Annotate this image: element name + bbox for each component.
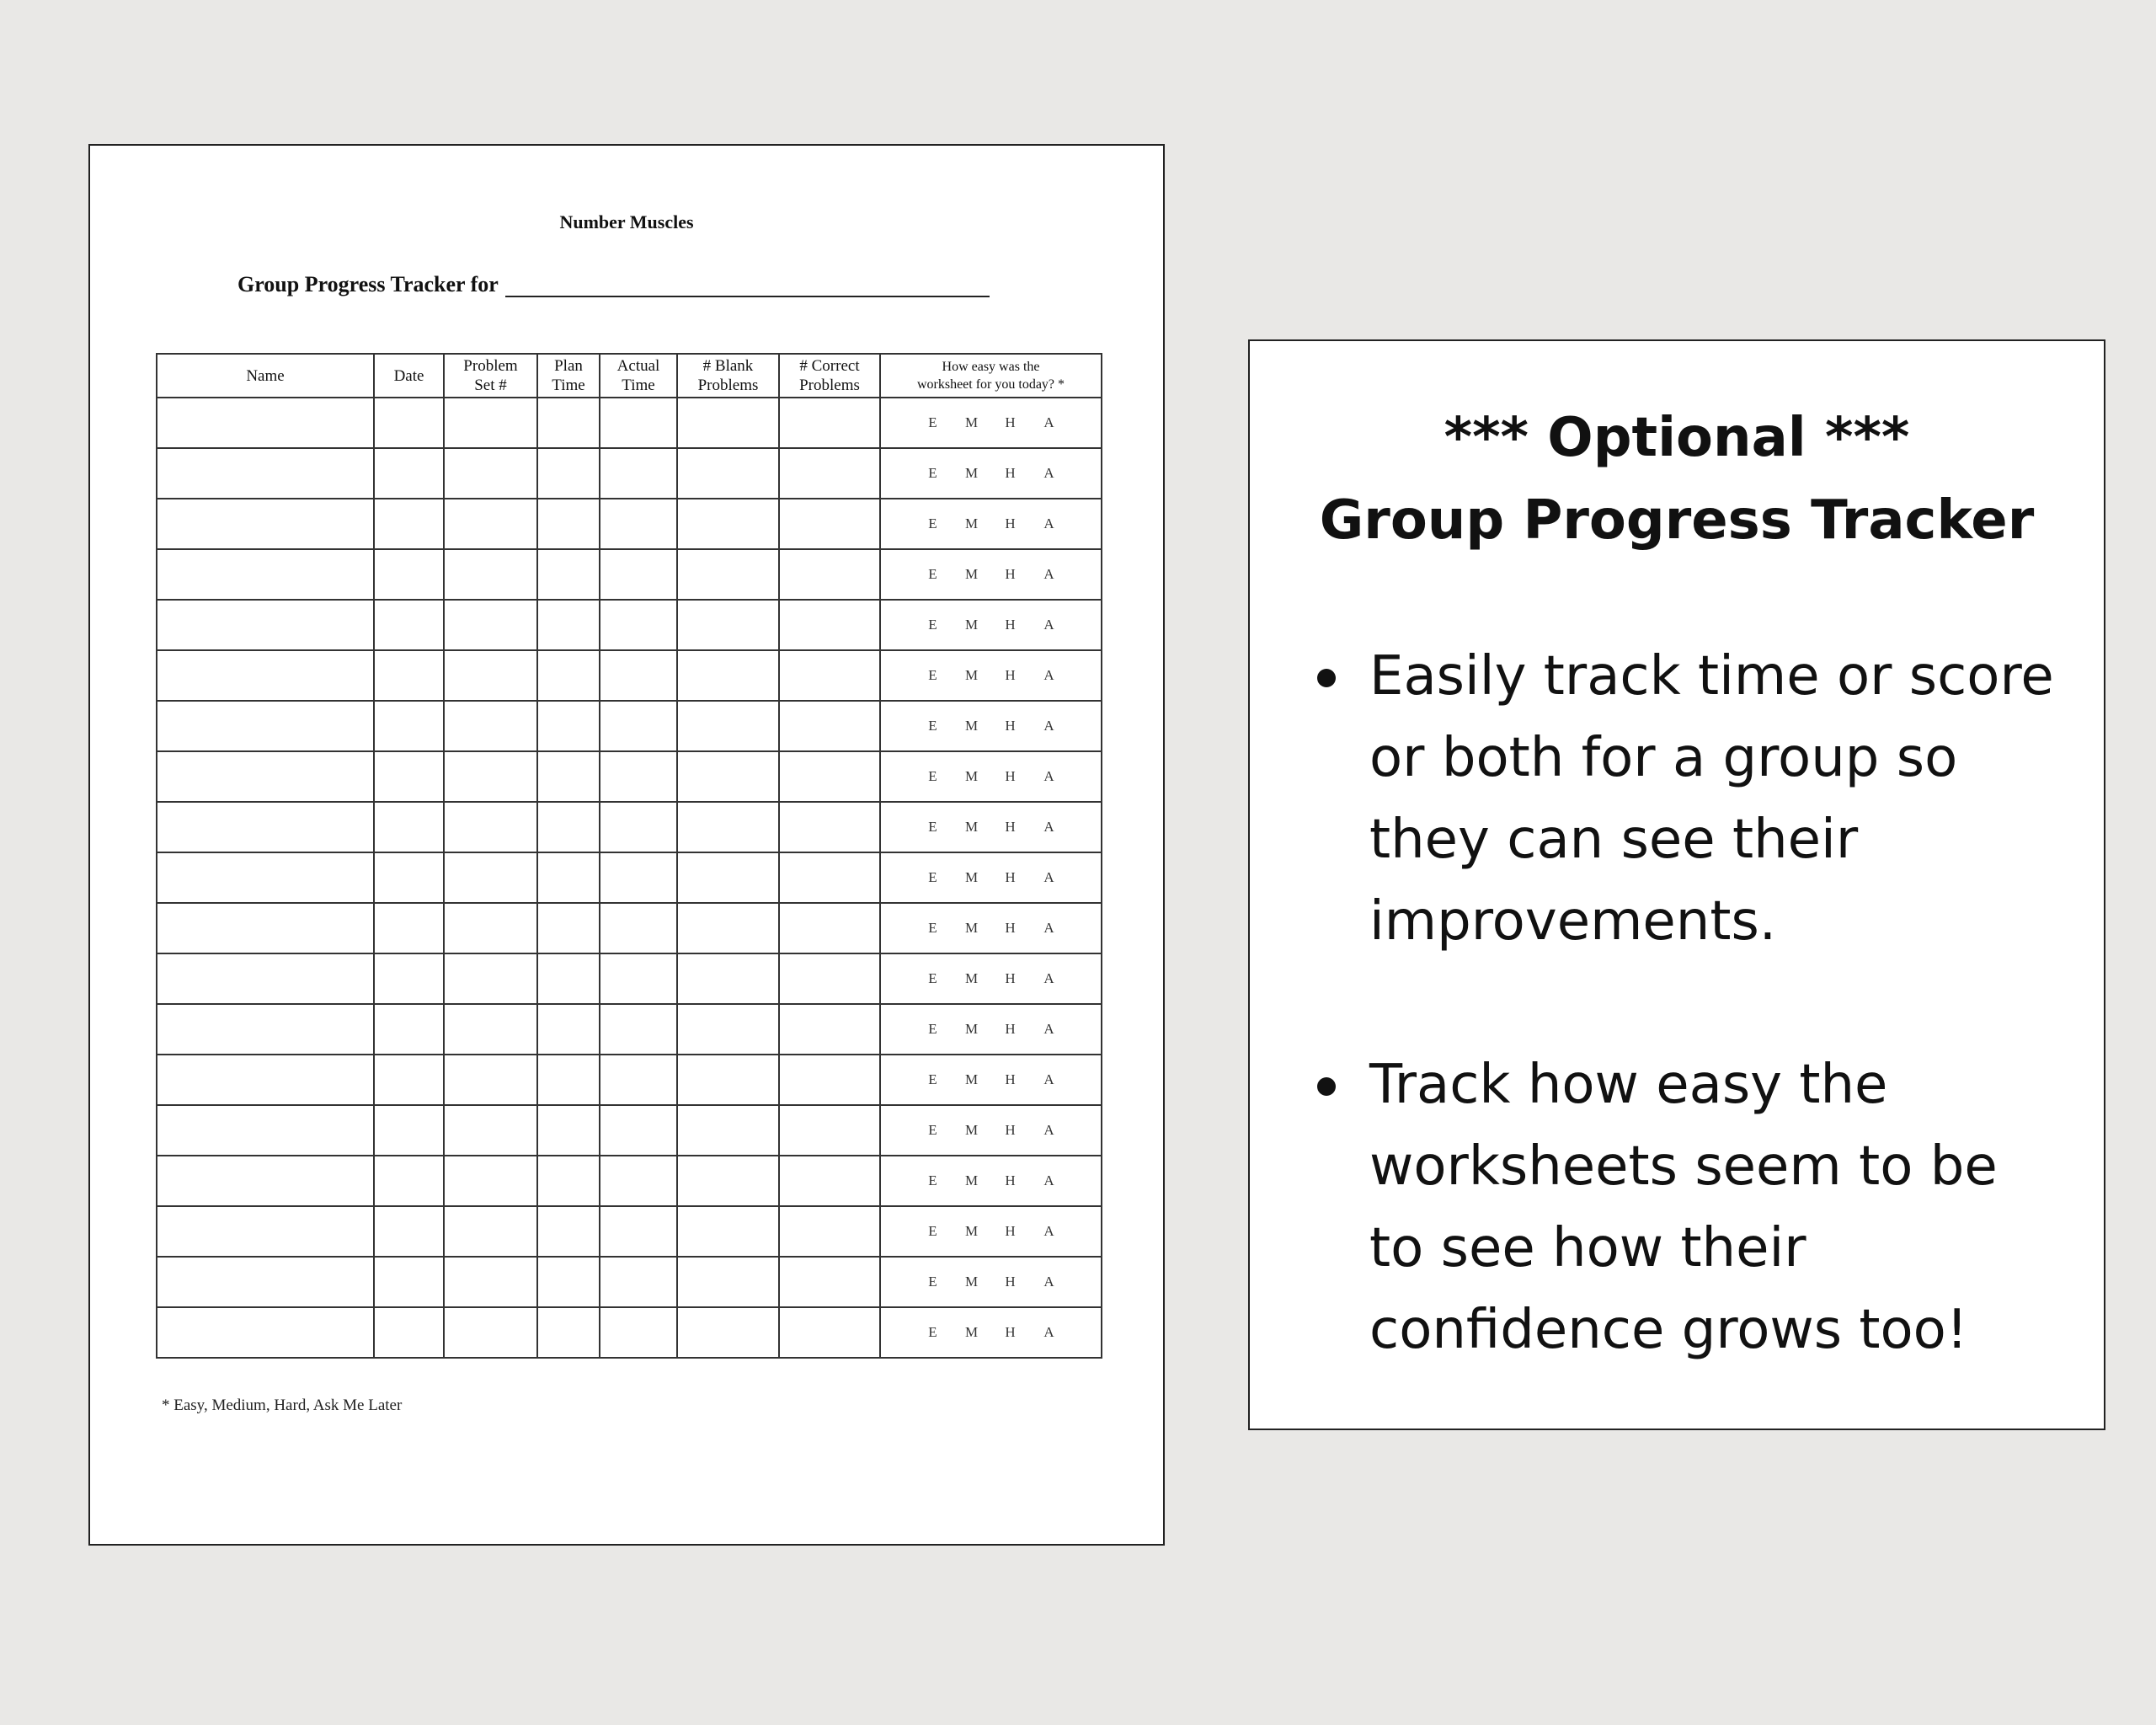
rating-option[interactable]: E [928,1071,937,1087]
rating-cell[interactable] [880,549,1102,600]
problem-set-cell[interactable] [444,751,537,802]
rating-option[interactable]: H [1005,515,1016,531]
problem-set-cell[interactable] [444,1307,537,1358]
plan-time-cell[interactable] [537,852,600,903]
rating-cell[interactable] [880,448,1102,499]
date-cell[interactable] [374,1055,444,1105]
date-cell[interactable] [374,701,444,751]
table-row [157,1307,1102,1358]
problem-set-cell[interactable] [444,600,537,650]
rating-option[interactable]: M [964,718,979,734]
rating-cell[interactable] [880,1055,1102,1105]
rating-option[interactable]: M [964,667,979,683]
rating-options [881,414,1101,431]
rating-options [881,1071,1101,1088]
blank-problems-cell[interactable] [677,1257,779,1307]
actual-time-cell[interactable] [600,1004,677,1055]
table-row [157,1206,1102,1257]
name-cell[interactable] [157,600,374,650]
blank-problems-cell[interactable] [677,852,779,903]
rating-option[interactable]: M [964,1274,979,1290]
table-row [157,1004,1102,1055]
rating-option[interactable]: H [1005,465,1016,481]
problem-set-cell[interactable] [444,1156,537,1206]
blank-problems-cell[interactable] [677,650,779,701]
rating-option[interactable]: H [1005,414,1016,430]
actual-time-cell[interactable] [600,1206,677,1257]
col-header-date: Date [374,354,444,398]
correct-problems-cell[interactable] [779,499,880,549]
col-header-plan-time: Plan Time [537,354,600,398]
blank-problems-cell[interactable] [677,953,779,1004]
date-cell[interactable] [374,549,444,600]
rating-option[interactable]: E [928,1122,937,1138]
rating-option[interactable]: E [928,718,937,734]
problem-set-cell[interactable] [444,1004,537,1055]
correct-problems-cell[interactable] [779,1004,880,1055]
problem-set-cell[interactable] [444,802,537,852]
name-cell[interactable] [157,852,374,903]
rating-option[interactable]: M [964,566,979,582]
plan-time-cell[interactable] [537,549,600,600]
rating-options [881,465,1101,482]
date-cell[interactable] [374,953,444,1004]
plan-time-cell[interactable] [537,499,600,549]
plan-time-cell[interactable] [537,903,600,953]
actual-time-cell[interactable] [600,499,677,549]
rating-option[interactable]: H [1005,1021,1016,1037]
rating-options [881,1223,1101,1240]
correct-problems-cell[interactable] [779,701,880,751]
actual-time-cell[interactable] [600,448,677,499]
rating-option[interactable]: A [1043,667,1054,683]
table-row [157,549,1102,600]
rating-option[interactable]: A [1043,869,1054,885]
plan-time-cell[interactable] [537,751,600,802]
rating-options [881,515,1101,532]
rating-option[interactable]: A [1043,1021,1054,1037]
date-cell[interactable] [374,802,444,852]
worksheet-title: Number Muscles [559,211,694,232]
plan-time-cell[interactable] [537,1105,600,1156]
rating-option[interactable]: H [1005,768,1016,784]
rating-cell[interactable] [880,499,1102,549]
rating-option[interactable]: A [1043,617,1054,633]
date-cell[interactable] [374,1105,444,1156]
plan-time-cell[interactable] [537,1156,600,1206]
name-cell[interactable] [157,701,374,751]
rating-cell[interactable] [880,852,1102,903]
date-cell[interactable] [374,448,444,499]
plan-time-cell[interactable] [537,1004,600,1055]
rating-option[interactable]: H [1005,1223,1016,1239]
rating-options [881,970,1101,987]
rating-option[interactable]: E [928,515,937,531]
name-cell[interactable] [157,953,374,1004]
actual-time-cell[interactable] [600,398,677,448]
table-row [157,1156,1102,1206]
rating-cell[interactable] [880,1105,1102,1156]
blank-problems-cell[interactable] [677,903,779,953]
problem-set-cell[interactable] [444,448,537,499]
plan-time-cell[interactable] [537,650,600,701]
date-cell[interactable] [374,600,444,650]
rating-option[interactable]: E [928,819,937,835]
problem-set-cell[interactable] [444,650,537,701]
rating-option[interactable]: M [964,1172,979,1188]
rating-cell[interactable] [880,751,1102,802]
name-cell[interactable] [157,1055,374,1105]
rating-option[interactable]: E [928,1324,937,1340]
table-row [157,448,1102,499]
name-cell[interactable] [157,903,374,953]
rating-option[interactable]: M [964,869,979,885]
table-row [157,751,1102,802]
table-row [157,1055,1102,1105]
correct-problems-cell[interactable] [779,398,880,448]
table-body [157,398,1102,1358]
rating-option[interactable]: H [1005,920,1016,936]
col-header-problem-set: Problem Set # [444,354,537,398]
blank-problems-cell[interactable] [677,600,779,650]
name-cell[interactable] [157,1257,374,1307]
plan-time-cell[interactable] [537,448,600,499]
feature-list [1317,636,2092,1453]
rating-cell[interactable] [880,1307,1102,1358]
rating-options [881,1324,1101,1341]
rating-option[interactable]: H [1005,617,1016,633]
tracker-for-label: Group Progress Tracker for [237,272,499,296]
date-cell[interactable] [374,1257,444,1307]
date-cell[interactable] [374,1206,444,1257]
correct-problems-cell[interactable] [779,953,880,1004]
plan-time-cell[interactable] [537,600,600,650]
actual-time-cell[interactable] [600,802,677,852]
name-cell[interactable] [157,549,374,600]
problem-set-cell[interactable] [444,701,537,751]
plan-time-cell[interactable] [537,1257,600,1307]
problem-set-cell[interactable] [444,1206,537,1257]
plan-time-cell[interactable] [537,1206,600,1257]
name-cell[interactable] [157,650,374,701]
problem-set-cell[interactable] [444,549,537,600]
rating-option[interactable]: E [928,1274,937,1290]
date-cell[interactable] [374,1156,444,1206]
rating-option[interactable]: A [1043,1223,1054,1239]
footnote: * Easy, Medium, Hard, Ask Me Later [162,1397,403,1414]
rating-cell[interactable] [880,1257,1102,1307]
name-cell[interactable] [157,1004,374,1055]
rating-option[interactable]: A [1043,465,1054,481]
rating-option[interactable]: A [1043,1122,1054,1138]
problem-set-cell[interactable] [444,903,537,953]
rating-option[interactable]: H [1005,1324,1016,1340]
rating-option[interactable]: M [964,465,979,481]
correct-problems-cell[interactable] [779,751,880,802]
rating-option[interactable]: H [1005,566,1016,582]
blank-problems-cell[interactable] [677,1156,779,1206]
actual-time-cell[interactable] [600,953,677,1004]
info-heading [1250,397,2104,562]
rating-option[interactable]: E [928,869,937,885]
worksheet-page [88,144,1165,1546]
rating-option[interactable]: H [1005,718,1016,734]
blank-problems-cell[interactable] [677,1055,779,1105]
table-row [157,802,1102,852]
table-row [157,650,1102,701]
info-panel [1248,339,2105,1430]
rating-cell[interactable] [880,953,1102,1004]
correct-problems-cell[interactable] [779,852,880,903]
correct-problems-cell[interactable] [779,802,880,852]
correct-problems-cell[interactable] [779,903,880,953]
name-cell[interactable] [157,802,374,852]
problem-set-cell[interactable] [444,1055,537,1105]
rating-option[interactable]: M [964,515,979,531]
problem-set-cell[interactable] [444,1257,537,1307]
group-name-blank [505,274,990,297]
rating-option[interactable]: M [964,1021,979,1037]
blank-problems-cell[interactable] [677,499,779,549]
rating-option[interactable]: A [1043,970,1054,986]
rating-option[interactable]: H [1005,1071,1016,1087]
correct-problems-cell[interactable] [779,1206,880,1257]
name-cell[interactable] [157,1307,374,1358]
name-cell[interactable] [157,1105,374,1156]
rating-option[interactable]: A [1043,1172,1054,1188]
rating-option[interactable]: H [1005,869,1016,885]
date-cell[interactable] [374,650,444,701]
rating-option[interactable]: E [928,465,937,481]
rating-option[interactable]: H [1005,1172,1016,1188]
rating-option[interactable]: M [964,617,979,633]
correct-problems-cell[interactable] [779,1307,880,1358]
date-cell[interactable] [374,751,444,802]
date-cell[interactable] [374,1307,444,1358]
rating-option[interactable]: A [1043,1071,1054,1087]
actual-time-cell[interactable] [600,903,677,953]
rating-cell[interactable] [880,600,1102,650]
info-heading-title: Group Progress Tracker [1319,489,2035,552]
rating-option[interactable]: E [928,768,937,784]
table-row [157,953,1102,1004]
col-header-correct-problems: # Correct Problems [779,354,880,398]
col-header-how-easy: How easy was the worksheet for you today? * [880,354,1102,398]
plan-time-cell[interactable] [537,953,600,1004]
rating-cell[interactable] [880,650,1102,701]
rating-cell[interactable] [880,1004,1102,1055]
rating-option[interactable]: M [964,1071,979,1087]
rating-options [881,768,1101,785]
rating-option[interactable]: A [1043,819,1054,835]
table-row [157,600,1102,650]
name-cell[interactable] [157,1206,374,1257]
col-header-blank-problems: # Blank Problems [677,354,779,398]
problem-set-cell[interactable] [444,953,537,1004]
plan-time-cell[interactable] [537,1055,600,1105]
rating-options [881,566,1101,583]
rating-cell[interactable] [880,1156,1102,1206]
table-row [157,1257,1102,1307]
table-row [157,701,1102,751]
rating-option[interactable]: H [1005,1274,1016,1290]
name-cell[interactable] [157,751,374,802]
blank-problems-cell[interactable] [677,1307,779,1358]
rating-option[interactable]: A [1043,515,1054,531]
rating-options [881,1172,1101,1189]
problem-set-cell[interactable] [444,398,537,448]
actual-time-cell[interactable] [600,751,677,802]
col-header-actual-time: Actual Time [600,354,677,398]
table-row [157,852,1102,903]
rating-option[interactable]: A [1043,1324,1054,1340]
blank-problems-cell[interactable] [677,701,779,751]
rating-cell[interactable] [880,802,1102,852]
correct-problems-cell[interactable] [779,1156,880,1206]
date-cell[interactable] [374,852,444,903]
actual-time-cell[interactable] [600,600,677,650]
actual-time-cell[interactable] [600,1156,677,1206]
actual-time-cell[interactable] [600,852,677,903]
rating-option[interactable]: E [928,1223,937,1239]
info-heading-optional: *** Optional *** [1444,407,1910,469]
blank-problems-cell[interactable] [677,751,779,802]
problem-set-cell[interactable] [444,1105,537,1156]
actual-time-cell[interactable] [600,650,677,701]
table-header-row [157,354,1102,398]
actual-time-cell[interactable] [600,1105,677,1156]
table-row [157,398,1102,448]
rating-cell[interactable] [880,1206,1102,1257]
rating-cell[interactable] [880,903,1102,953]
actual-time-cell[interactable] [600,701,677,751]
rating-option[interactable]: H [1005,970,1016,986]
rating-option[interactable]: E [928,920,937,936]
actual-time-cell[interactable] [600,1257,677,1307]
blank-problems-cell[interactable] [677,448,779,499]
table-row [157,903,1102,953]
rating-option[interactable]: A [1043,768,1054,784]
rating-options [881,718,1101,734]
correct-problems-cell[interactable] [779,650,880,701]
problem-set-cell[interactable] [444,499,537,549]
plan-time-cell[interactable] [537,398,600,448]
rating-options [881,667,1101,684]
date-cell[interactable] [374,499,444,549]
plan-time-cell[interactable] [537,1307,600,1358]
rating-options [881,869,1101,886]
date-cell[interactable] [374,903,444,953]
rating-option[interactable]: E [928,667,937,683]
rating-option[interactable]: A [1043,566,1054,582]
rating-option[interactable]: E [928,414,937,430]
rating-option[interactable]: E [928,1172,937,1188]
table-row [157,499,1102,549]
rating-options [881,1021,1101,1038]
blank-problems-cell[interactable] [677,802,779,852]
name-cell[interactable] [157,499,374,549]
rating-option[interactable]: M [964,970,979,986]
col-header-name: Name [157,354,374,398]
rating-cell[interactable] [880,701,1102,751]
rating-option[interactable]: H [1005,1122,1016,1138]
correct-problems-cell[interactable] [779,448,880,499]
rating-option[interactable]: A [1043,1274,1054,1290]
rating-option[interactable]: A [1043,414,1054,430]
rating-option[interactable]: M [964,1223,979,1239]
rating-option[interactable]: A [1043,920,1054,936]
bullet-icon [1317,669,1336,687]
rating-option[interactable]: A [1043,718,1054,734]
feature-item: Easily track time or score or both for a group so they can see their improvements. [1317,636,2092,963]
actual-time-cell[interactable] [600,1055,677,1105]
rating-option[interactable]: E [928,617,937,633]
correct-problems-cell[interactable] [779,1055,880,1105]
rating-options [881,1122,1101,1139]
correct-problems-cell[interactable] [779,1105,880,1156]
table-row [157,1105,1102,1156]
rating-option[interactable]: E [928,1021,937,1037]
rating-option[interactable]: M [964,768,979,784]
plan-time-cell[interactable] [537,701,600,751]
rating-cell[interactable] [880,398,1102,448]
name-cell[interactable] [157,1156,374,1206]
date-cell[interactable] [374,398,444,448]
correct-problems-cell[interactable] [779,600,880,650]
blank-problems-cell[interactable] [677,549,779,600]
feature-item: Track how easy the worksheets seem to be to see how their confidence grows too! [1317,1044,2092,1371]
actual-time-cell[interactable] [600,1307,677,1358]
blank-problems-cell[interactable] [677,1105,779,1156]
rating-option[interactable]: M [964,819,979,835]
rating-options [881,617,1101,633]
actual-time-cell[interactable] [600,549,677,600]
plan-time-cell[interactable] [537,802,600,852]
rating-option[interactable]: H [1005,667,1016,683]
bullet-icon [1317,1077,1336,1096]
rating-option[interactable]: H [1005,819,1016,835]
rating-option[interactable]: M [964,920,979,936]
rating-option[interactable]: M [964,1324,979,1340]
rating-option[interactable]: E [928,566,937,582]
blank-problems-cell[interactable] [677,1004,779,1055]
rating-option[interactable]: M [964,414,979,430]
rating-options [881,920,1101,937]
correct-problems-cell[interactable] [779,1257,880,1307]
tracker-for-line [237,272,990,297]
rating-option[interactable]: M [964,1122,979,1138]
blank-problems-cell[interactable] [677,398,779,448]
rating-option[interactable]: E [928,970,937,986]
name-cell[interactable] [157,398,374,448]
progress-table [156,353,1102,1359]
date-cell[interactable] [374,1004,444,1055]
problem-set-cell[interactable] [444,852,537,903]
blank-problems-cell[interactable] [677,1206,779,1257]
correct-problems-cell[interactable] [779,549,880,600]
name-cell[interactable] [157,448,374,499]
rating-options [881,1274,1101,1290]
rating-options [881,819,1101,836]
